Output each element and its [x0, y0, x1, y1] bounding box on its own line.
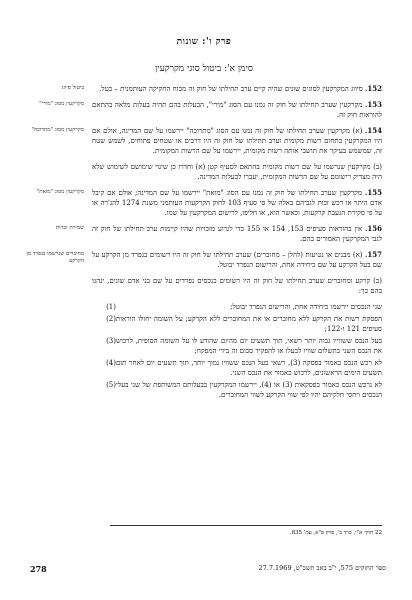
item-text: (א) מקרקעין שערב תחילתו של חוק זה נמנו עם הסוג "מתרוכה" יירשמו על שם המדינה, אולם אם היו המקרקעין בתחום רשות מקומית וערב תחילתו של חוק זה היו דרכים או שטחים פתוחים, לשמש שטח זה, שמשמש בעיקר את תושבי אותה רשות מקומית, יירשמו על שם הרשות המקומית.	[92, 127, 382, 155]
margin-note: מחוברים שנרשמו בנפרד מן הקרקע	[26, 251, 84, 264]
section-title: סימן א': ביטול סוגי מקרקעין	[155, 64, 253, 74]
item-number: 153.	[364, 100, 382, 109]
section-item	[26, 188, 382, 218]
section-item	[26, 162, 382, 182]
items-list	[26, 84, 382, 400]
page-footer	[30, 564, 386, 576]
margin-note: מקרקעין מסוג "מירי"	[39, 101, 84, 107]
item-number: 157.	[364, 250, 382, 259]
sub-items-container	[26, 302, 382, 400]
item-body	[92, 224, 382, 244]
margin-note: ביטול סיווג	[61, 85, 84, 91]
margin-note: שמירת זכויות	[55, 225, 84, 231]
item-body	[92, 84, 382, 94]
item-text: סיווג המקרקעין לסוגים שונים שהיה קיים ערב תחילתו של חוק זה מכוח החקיקה העותמנית – בטל.	[99, 85, 363, 93]
section-item	[26, 276, 382, 296]
item-body	[92, 250, 382, 270]
sub-item-number: (3)	[106, 337, 116, 345]
sub-item	[92, 336, 382, 356]
sub-item-number: (1)	[106, 303, 116, 311]
item-text: (ב) קרקע ומחוברים שערב תחילתו של חוק זה היו רשומים כנכסים נפרדים על שם בני אדם שונים, ינהגו בהם כך:	[92, 277, 382, 295]
item-text: מקרקעין שערב תחילתו של חוק זה נמנו עם הסוג "מואת" יירשמו על שם המדינה; אולם אם קיבל אדם היתר או רכש זכות לגביהם באלה של סי סעיף 103 לחוק הקרקעות העותמני משנת 1274 להג'רה או על פי סקירת הגעבת קרקעות, וכאשר הוא, או חליפו, לרישום המקרקעין על שמו.	[92, 189, 382, 217]
margin-note: מקרקעין מסוג "מתרוכה"	[31, 127, 84, 133]
sub-item-number: (4)	[106, 359, 116, 367]
item-number: 152.	[364, 84, 382, 93]
section-item	[26, 100, 382, 120]
chapter-title: פרק ו': שונות	[176, 37, 232, 47]
section-item	[26, 224, 382, 244]
item-body	[92, 188, 382, 218]
sub-item-number: (5)	[106, 381, 116, 389]
item-body	[92, 126, 382, 156]
sub-item-text: לא נרכש הנכס כאמור בפסקאות (3) או (4), יירשמו המקרקעין בבעלותם המשותפת של שני בעלי הנכסים ויחסי חלקיהם יהיו לפי שווי הקרקע לשווי המחוברים.	[116, 381, 382, 399]
sub-item-text: בעל הנכס ששווייו גבוה יותר רשאי, תוך תשעים יום מהיום שהודע לו על השומה הסופית, לרכוש את הנכס השני בתשלום שוויו לבעלו או להפקיד סכום זה בידי המפקח;	[116, 337, 382, 355]
sub-item	[92, 302, 382, 312]
item-text: אין בהוראות סעיפים 153, 154 או 155 כדי לגרוע מזכויות שהיו קיימות ערב תחילתו של חוק זה לגבי המקרקעין האמורים בהם.	[92, 225, 382, 243]
margin-note	[26, 162, 92, 163]
sub-item	[92, 380, 382, 400]
margin-note: מקרקעין מסוג "מואת"	[36, 189, 84, 195]
section-item	[26, 126, 382, 156]
section-item	[26, 250, 382, 270]
item-number: 156.	[364, 224, 383, 233]
page-number: 278	[30, 564, 47, 574]
footnote: 22 חוקי א"י, כרך ב', פרק פ"א, עמ' 835.	[110, 525, 382, 536]
item-text: (א) מבנים או נטיעות (להלן – מחוברים) שערב תחילתו של חוק זה היו רשומים בנפרד מן הקרקע על שם בעל הקרקע על שם כיחידה אחת, והרישום הנפרד יבוטל.	[92, 251, 382, 269]
sub-item-number: (2)	[106, 315, 116, 323]
sub-items-list	[92, 302, 382, 400]
sub-item-text: לא רכש הנכס כאמור בפסקה (3), רשאי בעל הנכס ששוויו נמוך יותר, תוך תשעים יום לאחר תום תשעים הימים הראשונים, לרכוש כאמור את הנכס השני.	[116, 359, 382, 377]
sub-item	[92, 358, 382, 378]
section-item	[26, 84, 382, 94]
item-text: מקרקעין שערב תחילתו של חוק זה נמנו עם הסוג "מירי", הבעלות בהם תהיה בעלות מלאה בהתאם להוראות חוק זה.	[92, 101, 382, 119]
margin-note	[26, 276, 92, 277]
item-number: 154.	[364, 126, 382, 135]
sub-item	[92, 314, 382, 334]
footer-publication: ספר החוקים 575, י"ב באב תשכ"ט, 27.7.1969	[258, 564, 386, 572]
sub-item-text: הפסקת רשות את הקרקע ללא מחוברים או את המחוברים ללא הקרקע; על השומה יחולו הוראות סעיפים 121 ו-122;	[116, 315, 382, 333]
item-body	[92, 162, 382, 182]
item-body	[92, 100, 382, 120]
sub-item-text: שני הנכסים יירשמו כיחידה אחת, והרישום הנפרד יבוטל;	[230, 303, 382, 311]
item-body	[92, 276, 382, 296]
item-text: (ב) מקרקעין שנרשמו על שם רשות מקומית בהתאם לסעיף קטן (א) וחדרו כן שינוי שימושם לשימוש שלא היה מצדיק רישומם על שם הרשות המקומית, יעברו לבעלות המדינה.	[92, 163, 382, 181]
item-number: 155.	[364, 188, 382, 197]
